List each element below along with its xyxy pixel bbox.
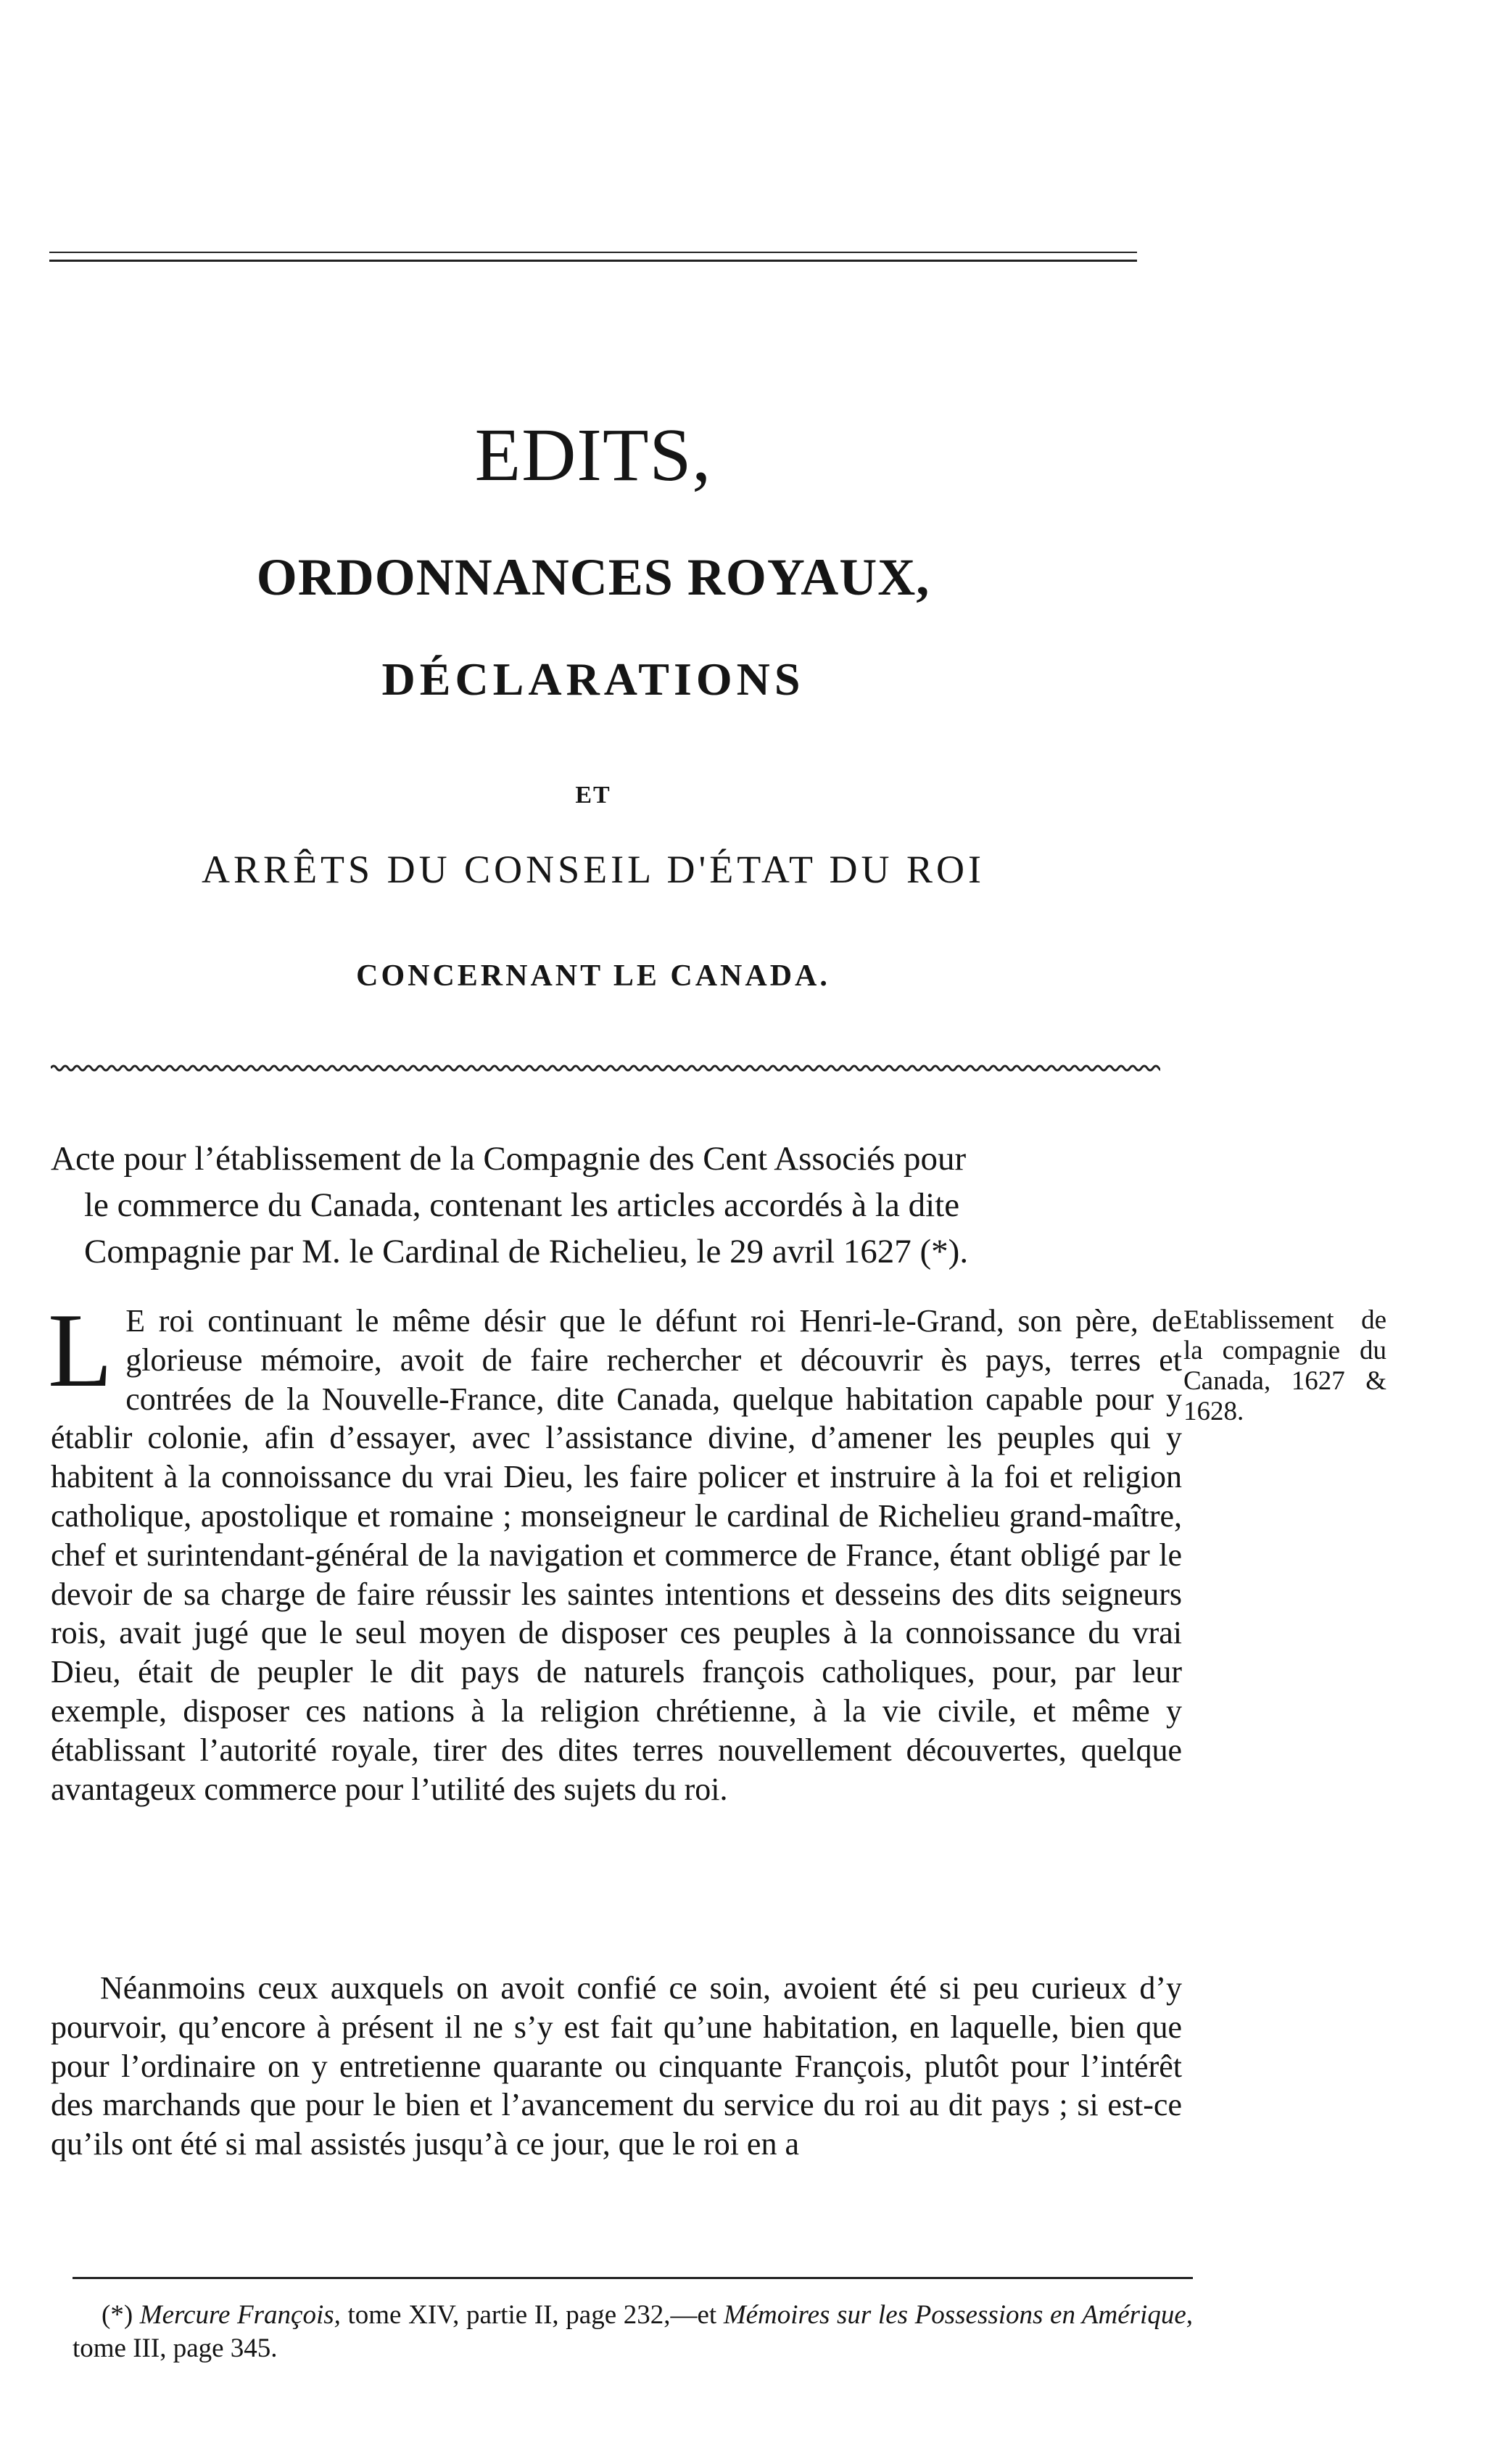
top-double-rule-upper: [49, 252, 1137, 253]
marginal-note: Etablissement de la compagnie du Canada, 1627 & 1628.: [1183, 1305, 1386, 1426]
top-double-rule-lower: [49, 260, 1137, 262]
title-arrets: ARRÊTS DU CONSEIL D'ÉTAT DU ROI: [202, 848, 985, 891]
title-declarations: DÉCLARATIONS: [381, 653, 805, 705]
paragraph-2: Néanmoins ceux auxquels on avoit confié ce soin, avoient été si peu curieux d’y pourvoir, qu’encore à présent il ne s’y est fait qu’une habitation, en laquelle, bien que pour l’ordinaire on y entretienne quarante ou cinquante François, plutôt pour l’intérêt des marchands que pour le bien et l’avancement du service du roi au dit pays ; si est-ce qu’ils ont été si mal assistés jusqu’à ce jour, que le roi en a: [51, 1970, 1182, 2162]
paragraph-1-text: E roi continuant le même désir que le défunt roi Henri-le-Grand, son père, de glorieuse mémoire, avoit de faire rechercher et découvrir ès pays, terres et contrées de la Nouvelle-France, dite Canada, quelque habitation capable pour y établir colonie, afin d’essayer, avec l’assistance divine, d’amener les peuples qui y habitent à la connoissance du vrai Dieu, les faire policer et instruire à la foi et religion catholique, apostolique et romaine ; monseigneur le cardinal de Richelieu grand-maître, chef et surintendant-général de la navigation et commerce de France, étant obligé par le devoir de sa charge de faire réussir les saintes intentions et desseins des dits seigneurs rois, avait jugé que le seul moyen de disposer ces peuples à la connoissance du vrai Dieu, était de peupler le dit pays de naturels françois catholiques, pour, par leur exemple, disposer ces nations à la religion chrétienne, à la vie civile, et même y établissant l’autorité royale, tirer des dites terres nouvellement découvertes, quelque avantageux commerce pour l’utilité des sujets du roi.: [51, 1303, 1182, 1807]
title-concernant: CONCERNANT LE CANADA.: [356, 959, 830, 993]
act-title-line-2: le commerce du Canada, contenant les articles accordés à la dite: [84, 1186, 960, 1224]
footnote: [73, 2299, 1193, 2365]
title-edits: EDITS,: [474, 413, 712, 497]
footnote-text-2: tome III, page 345.: [73, 2333, 278, 2363]
footnote-source-2: Mémoires sur les Possessions en Amérique,: [723, 2300, 1194, 2330]
footnote-rule: [73, 2277, 1193, 2279]
act-title-line-1: Acte pour l’établissement de la Compagnie des Cent Associés pour: [51, 1140, 967, 1178]
drop-cap: L: [48, 1291, 113, 1409]
paragraph-1: [48, 1291, 1182, 1808]
title-ordonnances: ORDONNANCES ROYAUX,: [256, 548, 930, 606]
footnote-text-1: tome XIV, partie II, page 232,—et: [340, 2300, 724, 2330]
title-et: ET: [575, 782, 611, 809]
wavy-divider: [51, 1061, 1160, 1075]
act-title: [51, 1136, 1204, 1275]
footnote-source-1: Mercure François,: [139, 2300, 341, 2330]
act-title-line-3: Compagnie par M. le Cardinal de Richelieu, le 29 avril 1627 (*).: [84, 1233, 969, 1270]
footnote-mark: (*): [102, 2300, 133, 2330]
